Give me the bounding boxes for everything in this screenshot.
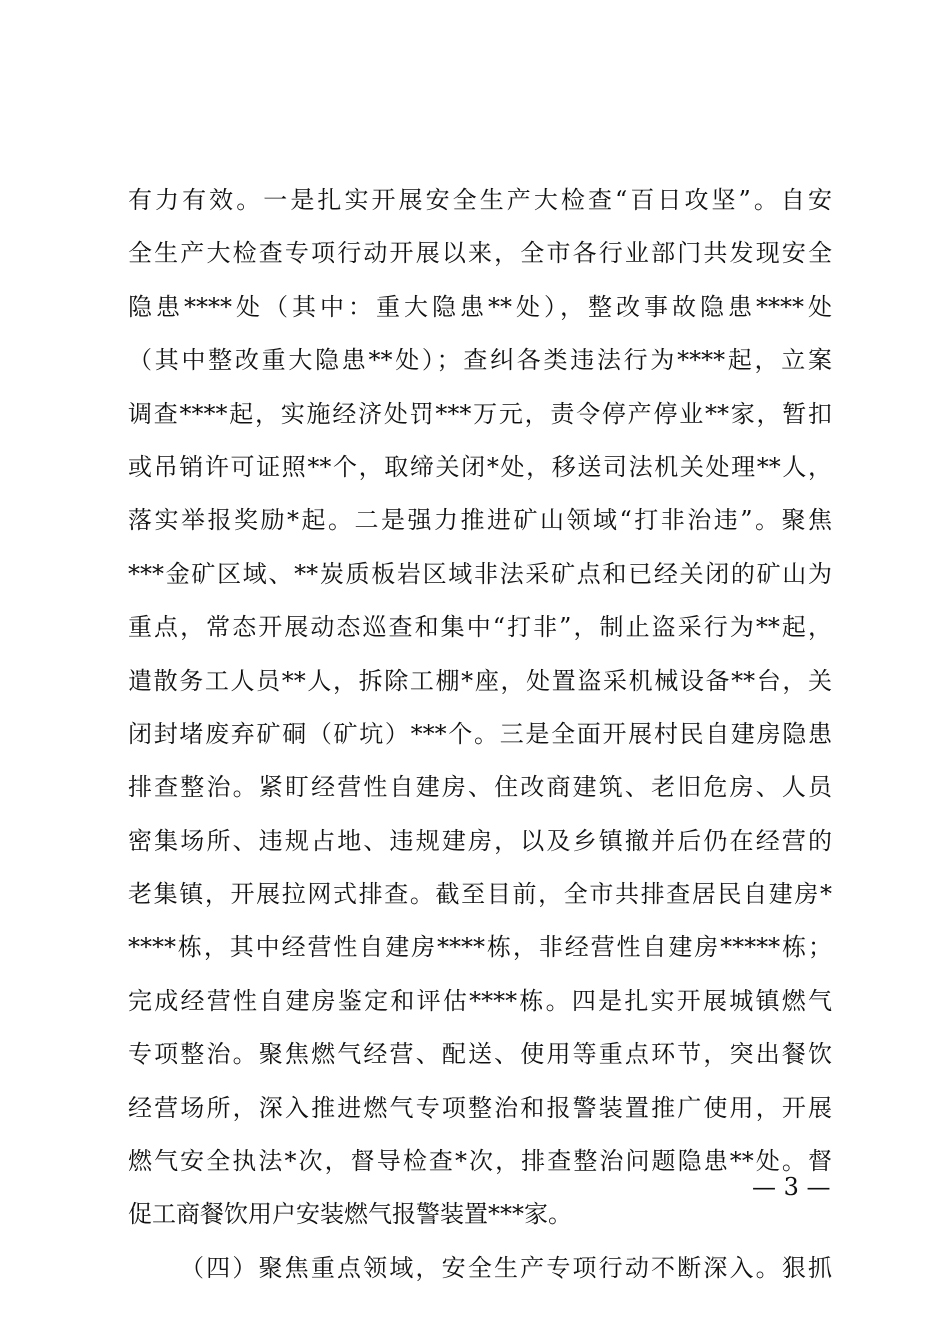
text-line: ***金矿区域、**炭质板岩区域非法采矿点和已经关闭的矿山为 [128, 559, 832, 588]
text-line: 老集镇，开展拉网式排查。截至目前，全市共排查居民自建房* [128, 880, 832, 909]
text-line: ****栋，其中经营性自建房****栋，非经营性自建房*****栋； [128, 933, 832, 962]
text-line: 或吊销许可证照**个，取缔关闭*处，移送司法机关处理**人， [128, 452, 832, 481]
text-line: 闭封堵废弃矿硐（矿坑）***个。三是全面开展村民自建房隐患 [128, 719, 832, 748]
section-heading-line: （四）聚焦重点领域，安全生产专项行动不断深入。狠抓 [180, 1253, 832, 1282]
text-line: 密集场所、违规占地、违规建房，以及乡镇撤并后仍在经营的 [128, 826, 832, 855]
text-line: 遣散务工人员**人，拆除工棚*座，处置盗采机械设备**台，关 [128, 666, 832, 695]
text-line: 专项整治。聚焦燃气经营、配送、使用等重点环节，突出餐饮 [128, 1040, 832, 1069]
text-line: 全生产大检查专项行动开展以来，全市各行业部门共发现安全 [128, 239, 832, 268]
document-body [128, 174, 832, 1295]
text-line: 燃气安全执法*次，督导检查*次，排查整治问题隐患**处。督 [128, 1147, 832, 1176]
text-line: 调查****起，实施经济处罚***万元，责令停产停业**家，暂扣 [128, 399, 832, 428]
text-line: （其中整改重大隐患**处）；查纠各类违法行为****起，立案 [128, 346, 832, 375]
paragraph-last-line: 促工商餐饮用户安装燃气报警装置***家。 [128, 1200, 572, 1229]
page-number: — 3 — [752, 1173, 831, 1201]
text-line: 有力有效。一是扎实开展安全生产大检查“百日攻坚”。自安 [128, 186, 832, 214]
text-line: 落实举报奖励*起。二是强力推进矿山领域“打非治违”。聚焦 [128, 506, 832, 535]
text-line: 经营场所，深入推进燃气专项整治和报警装置推广使用，开展 [128, 1093, 832, 1122]
text-line: 重点，常态开展动态巡查和集中“打非”，制止盗采行为**起， [128, 613, 832, 642]
text-line: 隐患****处（其中：重大隐患**处），整改事故隐患****处 [128, 292, 832, 321]
text-line: 完成经营性自建房鉴定和评估****栋。四是扎实开展城镇燃气 [128, 986, 832, 1015]
text-line: 排查整治。紧盯经营性自建房、住改商建筑、老旧危房、人员 [128, 773, 832, 802]
